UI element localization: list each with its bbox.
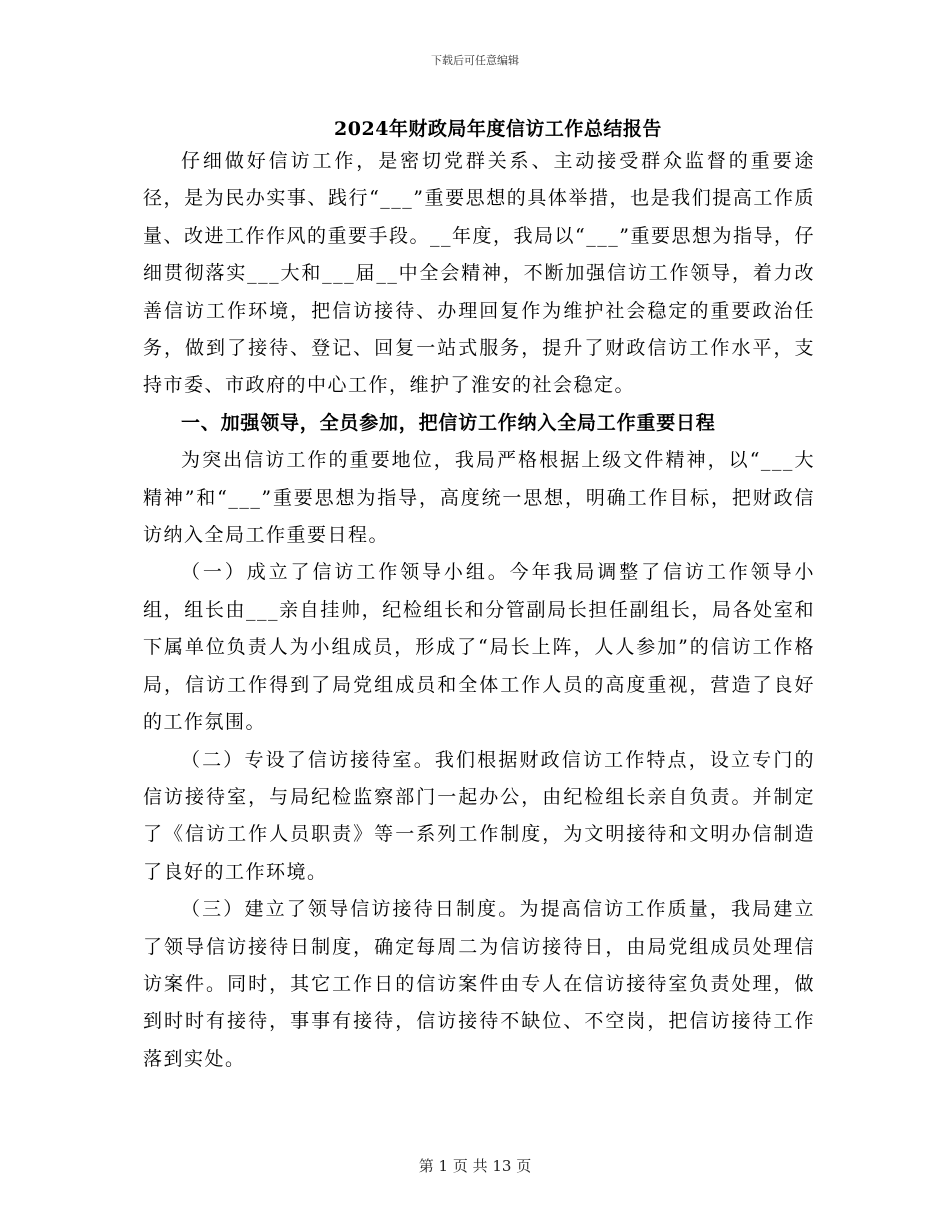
page-number-footer: 第 1 页 共 13 页 (418, 1157, 532, 1175)
intro-paragraph: 仔细做好信访工作，是密切党群关系、主动接受群众监督的重要途径，是为民办实事、践行“___”重要思想的具体举措，也是我们提高工作质量、改进工作作风的重要手段。__年度，我局以“___”重要思想为指导，仔细贯彻落实___大和___届__中全会精神，不断加强信访工作领导，着力改善信访工作环境，把信访接待、办理回复作为维护社会稳定的重要政治任务，做到了接待、登记、回复一站式服务，提升了财政信访工作水平，支持市委、市政府的中心工作，维护了淮安的社会稳定。 (143, 150, 815, 397)
section-heading: 一、加强领导，全员参加，把信访工作纳入全局工作重要日程 (181, 411, 716, 434)
subsection-1-paragraph: （一）成立了信访工作领导小组。今年我局调整了信访工作领导小组，组长由___亲自挂帅，纪检组长和分管副局长担任副组长，局各处室和下属单位负责人为小组成员，形成了“局长上阵，人人参加”的信访工作格局，信访工作得到了局党组成员和全体工作人员的高度重视，营造了良好的工作氛围。 (143, 561, 815, 734)
subsection-2-paragraph: （二）专设了信访接待室。我们根据财政信访工作特点，设立专门的信访接待室，与局纪检监察部门一起办公，由纪检组长亲自负责。并制定了《信访工作人员职责》等一系列工作制度，为文明接待和文明办信制造了良好的工作环境。 (143, 748, 815, 883)
document-title: 2024年财政局年度信访工作总结报告 (334, 118, 662, 140)
header-note: 下载后可任意编辑 (431, 54, 519, 67)
document-body (143, 143, 815, 1078)
section-intro-paragraph: 为突出信访工作的重要地位，我局严格根据上级文件精神，以“___大精神”和“___”重要思想为指导，高度统一思想，明确工作目标，把财政信访纳入全局工作重要日程。 (143, 449, 815, 547)
subsection-3-paragraph: （三）建立了领导信访接待日制度。为提高信访工作质量，我局建立了领导信访接待日制度，确定每周二为信访接待日，由局党组成员处理信访案件。同时，其它工作日的信访案件由专人在信访接待室负责处理，做到时时有接待，事事有接待，信访接待不缺位、不空岗，把信访接待工作落到实处。 (143, 898, 815, 1070)
